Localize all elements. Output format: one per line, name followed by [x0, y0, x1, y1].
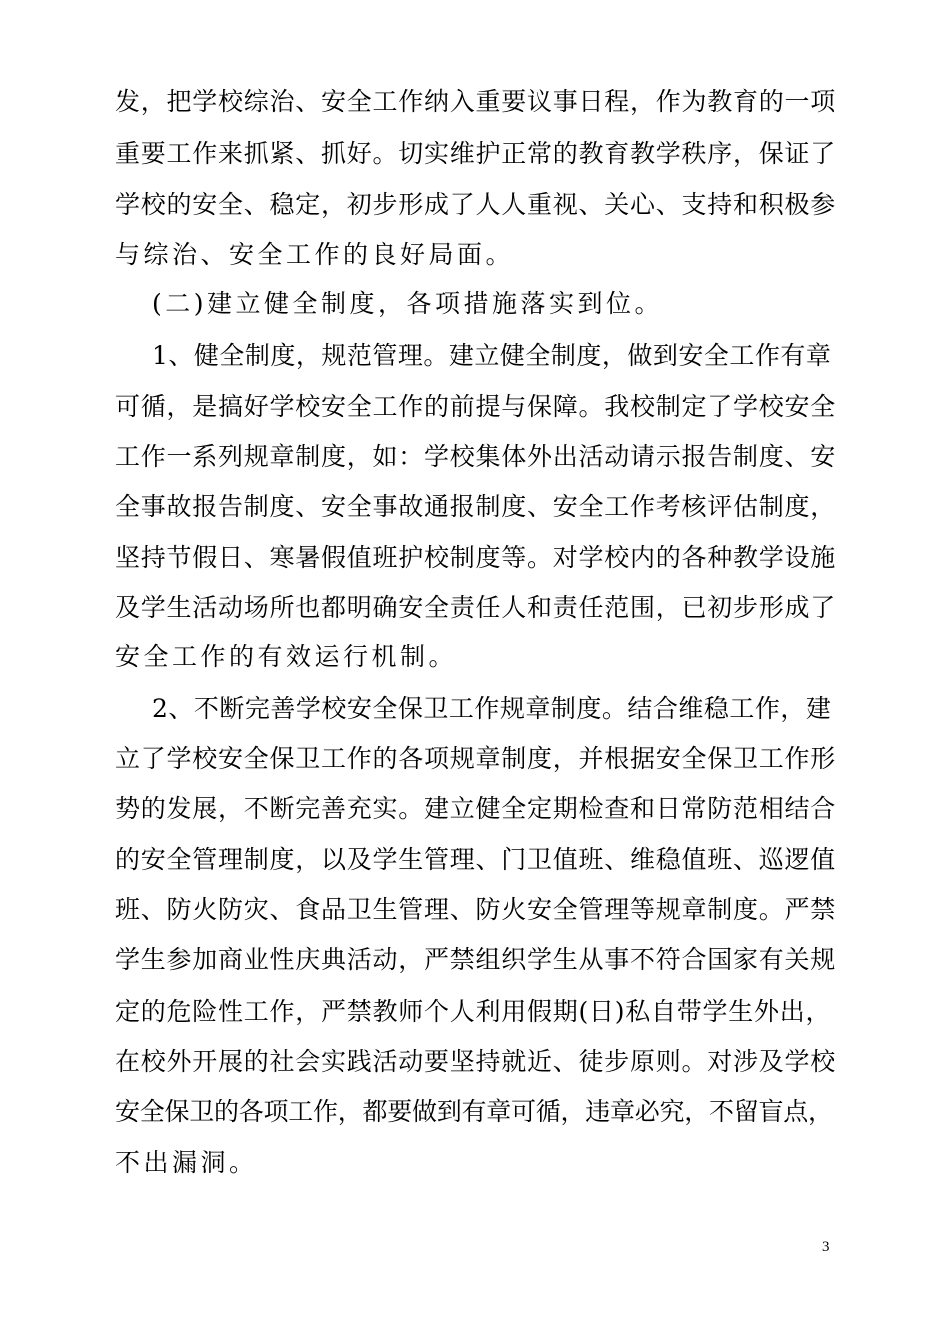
text-line-7: 可循，是搞好学校安全工作的前提与保障。我校制定了学校安全 — [115, 392, 837, 421]
section-heading: (二)建立健全制度，各项措施落实到位。 — [152, 289, 664, 318]
text-line-8: 工作一系列规章制度，如：学校集体外出活动请示报告制度、安 — [115, 442, 837, 471]
text-line-2: 重要工作来抓紧、抓好。切实维护正常的教育教学秩序，保证了 — [115, 139, 837, 168]
text-line-13: 2、不断完善学校安全保卫工作规章制度。结合维稳工作，建 — [152, 694, 832, 723]
text-line-1: 发，把学校综治、安全工作纳入重要议事日程，作为教育的一项 — [115, 87, 837, 116]
text-line-11: 及学生活动场所也都明确安全责任人和责任范围，已初步形成了 — [115, 593, 837, 622]
text-line-3: 学校的安全、稳定，初步形成了人人重视、关心、支持和积极参 — [115, 190, 837, 219]
text-line-9: 全事故报告制度、安全事故通报制度、安全工作考核评估制度， — [115, 492, 837, 521]
text-line-22: 不出漏洞。 — [115, 1148, 258, 1177]
text-line-15: 势的发展，不断完善充实。建立健全定期检查和日常防范相结合 — [115, 794, 837, 823]
text-line-14: 立了学校安全保卫工作的各项规章制度，并根据安全保卫工作形 — [115, 744, 837, 773]
text-line-4: 与综治、安全工作的良好局面。 — [115, 240, 515, 269]
text-line-21: 安全保卫的各项工作，都要做到有章可循，违章必究，不留盲点， — [115, 1097, 833, 1126]
text-line-18: 学生参加商业性庆典活动，严禁组织学生从事不符合国家有关规 — [115, 945, 837, 974]
text-line-20: 在校外开展的社会实践活动要坚持就近、徒步原则。对涉及学校 — [115, 1047, 837, 1076]
text-line-10: 坚持节假日、寒暑假值班护校制度等。对学校内的各种教学设施 — [115, 543, 837, 572]
text-line-17: 班、防火防灾、食品卫生管理、防火安全管理等规章制度。严禁 — [115, 895, 837, 924]
text-line-16: 的安全管理制度，以及学生管理、门卫值班、维稳值班、巡逻值 — [115, 845, 837, 874]
page-number: 3 — [822, 1239, 830, 1255]
text-line-19: 定的危险性工作，严禁教师个人利用假期(日)私自带学生外出， — [115, 997, 832, 1026]
text-line-12: 安全工作的有效运行机制。 — [115, 642, 458, 671]
text-line-6: 1、健全制度，规范管理。建立健全制度，做到安全工作有章 — [152, 341, 832, 370]
